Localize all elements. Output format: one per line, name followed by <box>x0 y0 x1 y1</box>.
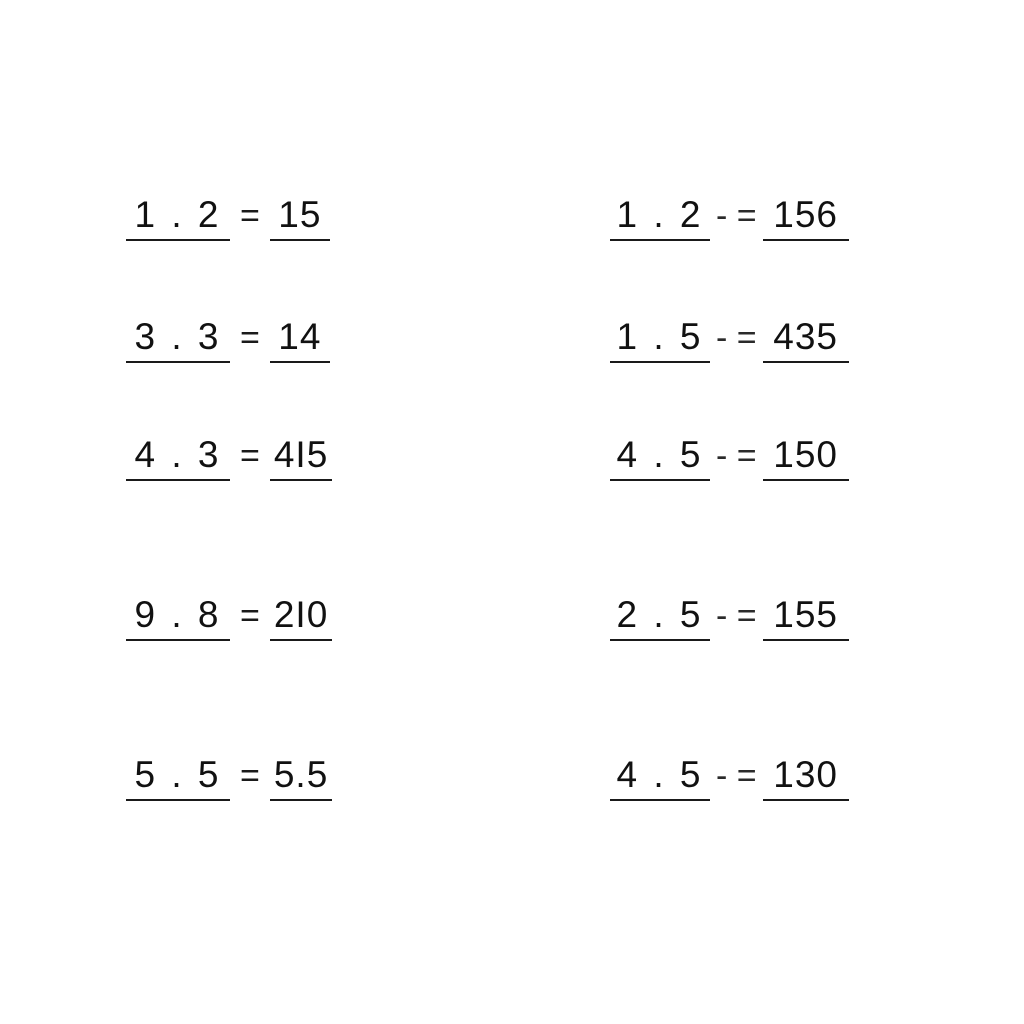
left-operand: 9 . 8 <box>126 596 230 641</box>
right-operand: 15 <box>270 196 330 241</box>
operator: = <box>240 319 260 357</box>
left-operand: 5 . 5 <box>126 756 230 801</box>
operator: = <box>240 197 260 235</box>
right-operand: 4I5 <box>270 436 332 481</box>
right-operand: 435 <box>763 318 849 363</box>
equation-row <box>610 436 1024 596</box>
equation-row <box>126 596 512 756</box>
right-operand: 2I0 <box>270 596 332 641</box>
equation-row <box>610 196 1024 318</box>
right-operand: 5.5 <box>270 756 332 801</box>
right-operand: 14 <box>270 318 330 363</box>
right-operand: 150 <box>763 436 849 481</box>
operator: - = <box>716 757 757 795</box>
equation-row <box>610 596 1024 756</box>
left-operand: 4 . 3 <box>126 436 230 481</box>
left-column <box>0 196 512 916</box>
equation-row <box>610 756 1024 916</box>
left-operand: 1 . 5 <box>610 318 710 363</box>
operator: - = <box>716 197 757 235</box>
left-operand: 4 . 5 <box>610 756 710 801</box>
operator: = <box>240 597 260 635</box>
right-operand: 130 <box>763 756 849 801</box>
operator: - = <box>716 597 757 635</box>
left-operand: 2 . 5 <box>610 596 710 641</box>
operator: - = <box>716 437 757 475</box>
left-operand: 3 . 3 <box>126 318 230 363</box>
equation-row <box>610 318 1024 436</box>
operator: = <box>240 757 260 795</box>
left-operand: 1 . 2 <box>610 196 710 241</box>
equation-row <box>126 196 512 318</box>
equation-row <box>126 756 512 916</box>
right-operand: 155 <box>763 596 849 641</box>
equation-columns <box>0 196 1024 916</box>
equation-row <box>126 436 512 596</box>
left-operand: 4 . 5 <box>610 436 710 481</box>
equation-row <box>126 318 512 436</box>
right-column <box>512 196 1024 916</box>
right-operand: 156 <box>763 196 849 241</box>
left-operand: 1 . 2 <box>126 196 230 241</box>
operator: = <box>240 437 260 475</box>
operator: - = <box>716 319 757 357</box>
